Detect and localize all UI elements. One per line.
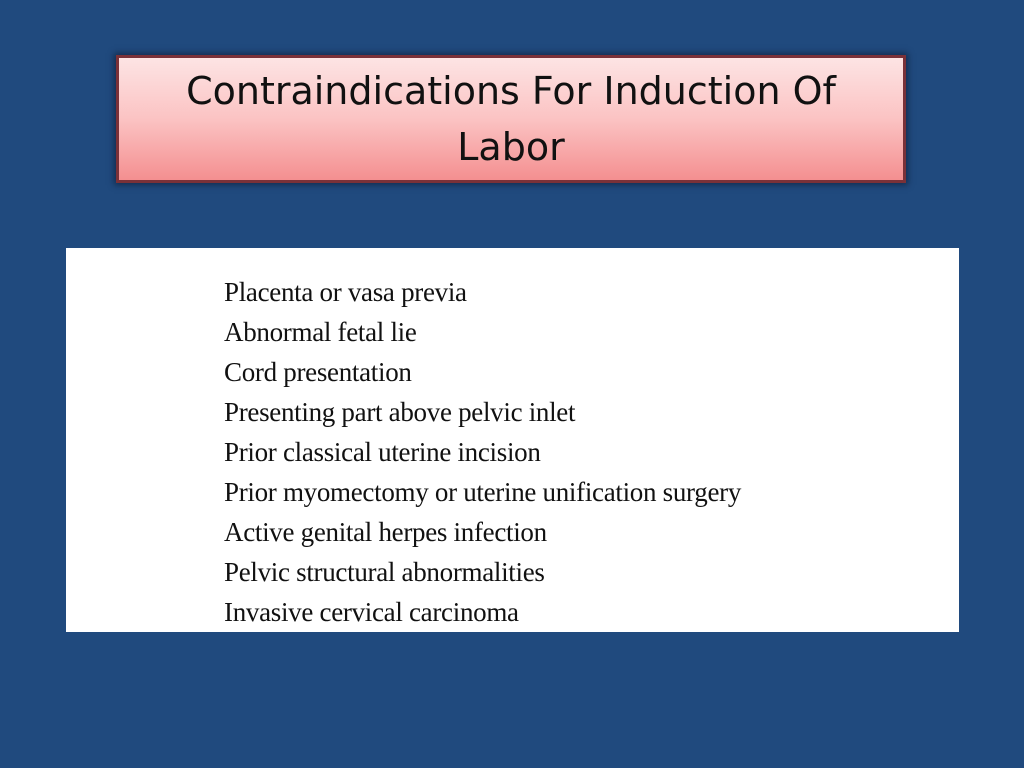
list-item: Presenting part above pelvic inlet [224, 397, 576, 427]
list-item: Placenta or vasa previa [224, 277, 467, 307]
list-item: Prior classical uterine incision [224, 437, 541, 467]
list-item: Abnormal fetal lie [224, 317, 417, 347]
slide-title: Contraindications For Induction Of Labor [186, 69, 836, 169]
title-box [116, 55, 906, 183]
list-item: Invasive cervical carcinoma [224, 597, 519, 627]
list-item: Active genital herpes infection [224, 517, 547, 547]
list-item: Cord presentation [224, 357, 412, 387]
list-item: Pelvic structural abnormalities [224, 557, 545, 587]
contraindication-list [224, 272, 741, 632]
list-item: Prior myomectomy or uterine unification surgery [224, 477, 742, 507]
content-panel [66, 248, 959, 632]
